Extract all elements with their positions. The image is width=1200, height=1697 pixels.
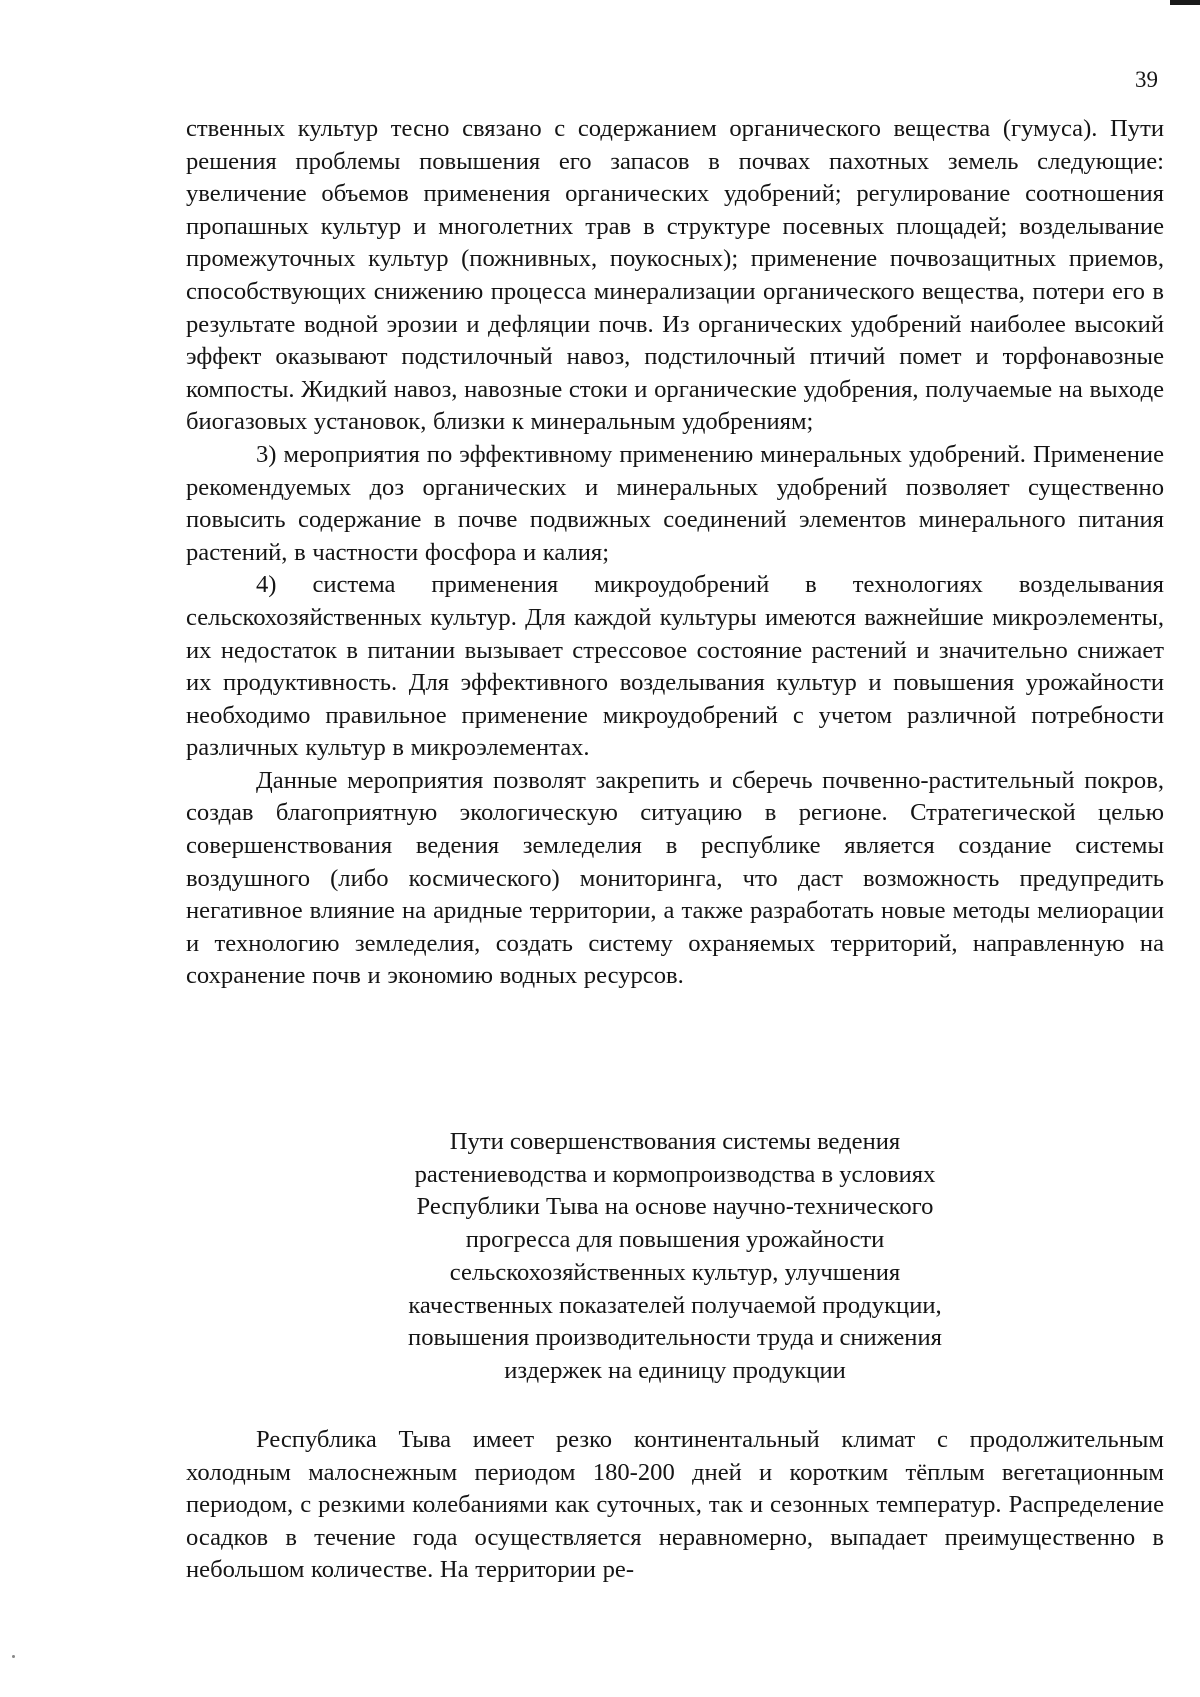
body-text-top [186, 113, 1164, 993]
paragraph-continuation: ственных культур тесно связано с содержанием органического вещества (гумуса). Пути решения проблемы повышения его запасов в почвах пахотных земель следующие: увеличение объемов применения органических удобрений; регулирование соотношения пропашных культур и многолетних трав в структуре посевных площадей; возделывание промежуточных культур (пожнивных, поукосных); применение почвозащитных приемов, способствующих снижению процесса минерализации органического вещества, потери его в результате водной эрозии и дефляции почв. Из органических удобрений наиболее высокий эффект оказывают подстилочный навоз, подстилочный птичий помет и торфонавозные компосты. Жидкий навоз, навозные стоки и органические удобрения, получаемые на выходе биогазовых установок, близки к минеральным удобрениям; [186, 115, 1165, 436]
section-heading [300, 1126, 1050, 1388]
paragraph-item-3: 3) мероприятия по эффективному применению минеральных удобрений. Применение рекомендуемых доз органических и минеральных удобрений позволяет существенно повысить содержание в почве подвижных соединений элементов минерального питания растений, в частности фосфора и калия; [186, 440, 1164, 566]
heading-line: сельскохозяйственных культур, улучшения [449, 1258, 901, 1286]
heading-line: растениеводства и кормопроизводства в условиях [414, 1160, 936, 1188]
heading-line: Республики Тыва на основе научно-технического [416, 1193, 934, 1221]
scan-edge-mark [1170, 0, 1200, 5]
scan-speck [12, 1655, 15, 1658]
heading-line: качественных показателей получаемой продукции, [408, 1291, 942, 1319]
page-number: 39 [1135, 67, 1158, 92]
paragraph-climate: Республика Тыва имеет резко континентальный климат с продолжительным холодным малоснежным периодом 180-200 дней и коротким тёплым вегетационным периодом, с резкими колебаниями как суточных, так и сезонных температур. Распределение осадков в течение года осуществляется неравномерно, выпадает преимущественно в небольшом количестве. На территории ре- [186, 1426, 1164, 1584]
paragraph-conclusion: Данные мероприятия позволят закрепить и сберечь почвенно-растительный покров, создав благоприятную экологическую ситуацию в регионе. Стратегической целью совершенствования ведения земледелия в республике является создание системы воздушного (либо космического) мониторинга, что даст возможность предупредить негативное влияние на аридные территории, а также разработать новые методы мелиорации и технологию земледелия, создать систему охраняемых территорий, направленную на сохранение почв и экономию водных ресурсов. [186, 766, 1164, 990]
heading-line: Пути совершенствования системы ведения [449, 1128, 901, 1155]
heading-line: повышения производительности труда и снижения [408, 1324, 942, 1352]
heading-line: издержек на единицу продукции [504, 1356, 846, 1384]
body-text-bottom [186, 1424, 1164, 1587]
paragraph-item-4: 4) система применения микроудобрений в технологиях возделывания сельскохозяйственных культур. Для каждой культуры имеются важнейшие микроэлементы, их недостаток в питании вызывает стрессовое состояние растений и значительно снижает их продуктивность. Для эффективного возделывания культур и повышения урожайности необходимо правильное применение микроудобрений с учетом различной потребности различных культур в микроэлементах. [186, 571, 1164, 762]
heading-line: прогресса для повышения урожайности [465, 1226, 885, 1254]
